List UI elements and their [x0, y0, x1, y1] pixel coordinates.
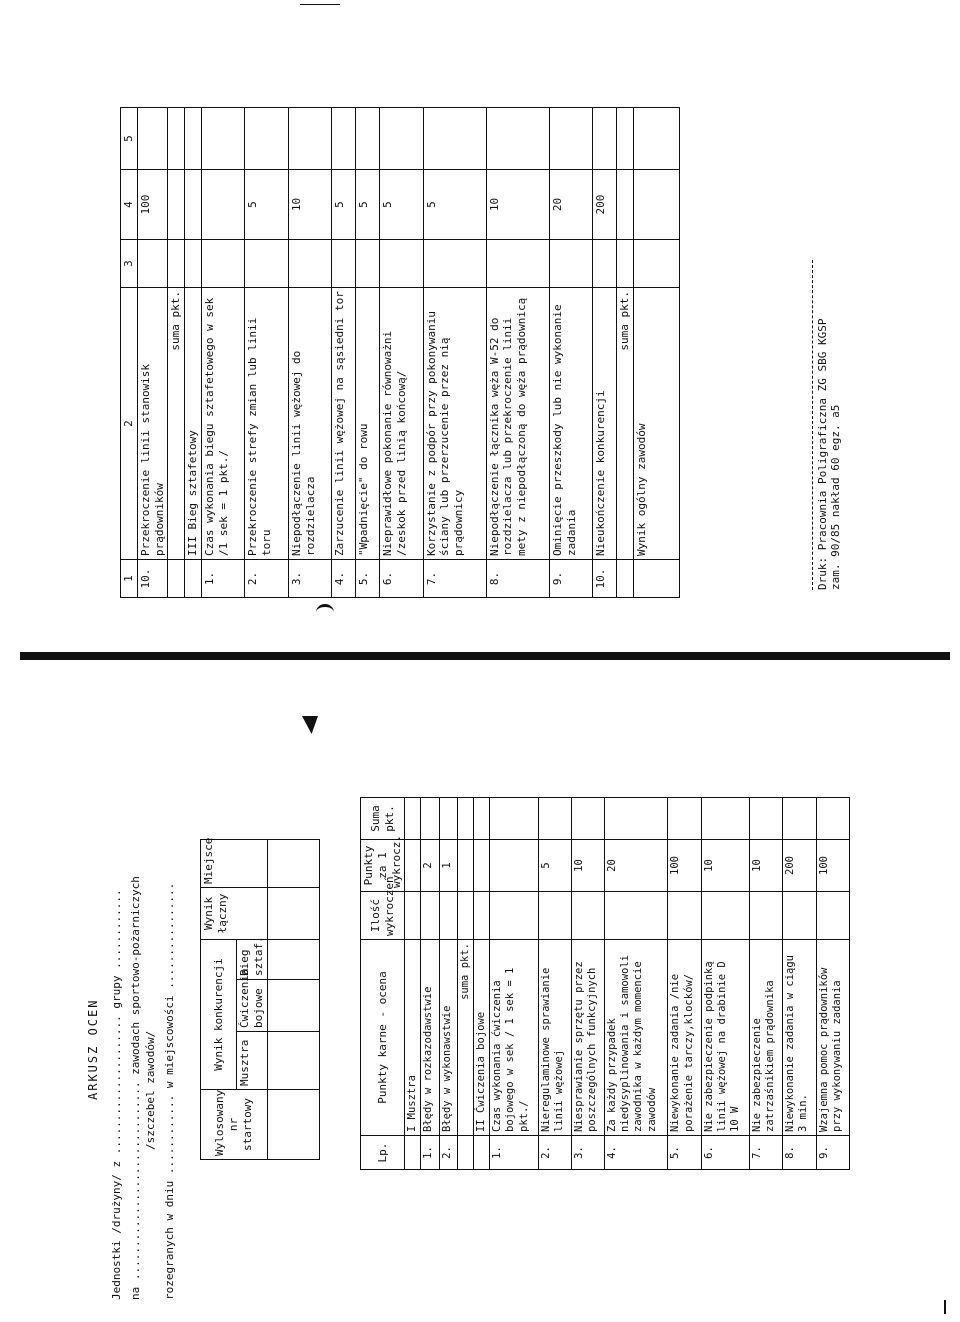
table-row-pts: 200: [593, 170, 617, 240]
table-row-lp: 5.: [356, 560, 380, 598]
table-row-pts: 20: [605, 840, 668, 892]
table-row-pts: 5: [245, 170, 289, 240]
table-row-pts: 2: [421, 840, 439, 892]
start-number-label: Wylosowany nr startowy: [201, 1090, 268, 1160]
table-row-text: Wzajemna pomoc prądowników przy wykonywaniu zadania: [816, 940, 849, 1136]
overall-result-label: Wynik ogólny zawodów: [634, 288, 680, 560]
table-row-text: Za każdy przypadek niedysyplinowania i samowoli zawodnika w każdym momencie zawodów: [605, 940, 668, 1136]
table-row-text: Błędy w wykonawstwie: [439, 940, 457, 1136]
table-row-pts: [201, 170, 245, 240]
table-row-text: Przekroczenie strefy zmian lub linii toru: [245, 288, 289, 560]
col-2: 2: [121, 288, 138, 560]
table-row-lp: 6.: [701, 1136, 749, 1170]
table-row-lp: 4.: [605, 1136, 668, 1170]
penalty-points-table: [360, 690, 850, 1170]
title-line-2: na .............................. zawodach sportowo-pożarniczych: [129, 876, 142, 1300]
table-row-lp: 1.: [421, 1136, 439, 1170]
table-row-text: Niewykonanie zadania w ciągu 3 min.: [783, 940, 816, 1136]
footer-divider: [812, 260, 813, 590]
table-row-pts: 5: [356, 170, 380, 240]
col-penalty: Punkty karne - ocena: [361, 940, 405, 1136]
table-row-lp: 7.: [749, 1136, 782, 1170]
table-row-lp: 4.: [332, 560, 356, 598]
table-row-lp: 10.: [593, 560, 617, 598]
title-line-1: Jednostki /drużyny/ z ..................... grupy ............: [110, 889, 123, 1300]
col-count: Ilość wykroczeń: [361, 892, 405, 940]
table-row-lp: 8.: [486, 560, 549, 598]
scan-speck: [944, 1300, 946, 1314]
table-row-pts: 10: [288, 170, 332, 240]
table-row-pts: 10: [571, 840, 604, 892]
row-lp: 10.: [137, 560, 168, 598]
table-row-text: Korzystanie z podpór przy pokonywaniu ściany lub przerzucenie przez nią prądownicy: [423, 288, 486, 560]
table-row-pts: 5: [332, 170, 356, 240]
table-row-pts: 10: [749, 840, 782, 892]
table-row-lp: 9.: [816, 1136, 849, 1170]
footer-line-2: zam. 90/85 nakład 60 egz. a5: [829, 404, 842, 590]
table-row-lp: 2.: [538, 1136, 571, 1170]
table-row-text: Nieprawidłowe pokonanie równoważni /zeskok przed linią końcową/: [380, 288, 424, 560]
combat-exercise-label: Ćwiczenia bojowe: [237, 980, 268, 1032]
table-row-pts: 10: [701, 840, 749, 892]
section-exercises: II Ćwiczenia bojowe: [474, 940, 490, 1136]
table-row-lp: 8.: [783, 1136, 816, 1170]
title-line-3: /szczebel zawodów/: [144, 1030, 157, 1150]
table-row-text: Niewykonanie zadania /nie porażenie tarczy,klocków/: [668, 940, 701, 1136]
total-result-label: Wynik łączny: [201, 887, 268, 939]
table-row-lp: 2.: [439, 1136, 457, 1170]
title-line-4: rozegranych w dniu ............ w miejscowości ................: [163, 882, 176, 1300]
table-row-text: Błędy w rozkazodawstwie: [421, 940, 439, 1136]
table-row-pts: 100: [816, 840, 849, 892]
table-row-pts: 1: [439, 840, 457, 892]
table-row-text: Niepodłączenie łącznika węża W-52 do rozdzielacza lub przekroczenie linii mety z niepodłączoną do węża prądownicą: [486, 288, 549, 560]
col-lp: Lp.: [361, 1136, 405, 1170]
table-row-text: Ominięcie przeszkody lub nie wykonanie zadania: [549, 288, 593, 560]
table-row-pts: 10: [486, 170, 549, 240]
document-header: [86, 680, 196, 1300]
table-row-text: Niesprawianie sprzętu przez poszczególnych funkcyjnych: [571, 940, 604, 1136]
table-row-text: Czas wykonania ćwiczenia bojowego w sek / 1 sek = 1 pkt./: [490, 940, 538, 1136]
table-row-lp: 3.: [288, 560, 332, 598]
row-text: Przekroczenie linii stanowisk prądowników: [137, 288, 168, 560]
col-5: 5: [121, 108, 138, 170]
table-row-lp: 6.: [380, 560, 424, 598]
table-row-text: Niepodłączenie linii wężowej do rozdzielacza: [288, 288, 332, 560]
binding-mark: [302, 716, 318, 734]
binding-mark: [316, 604, 334, 621]
drill-label: Musztra: [237, 1032, 268, 1090]
table-row-text: Nie zabezpieczenie podpinką linii wężowej na drabinie D 10 W: [701, 940, 749, 1136]
print-footer: [812, 260, 852, 590]
table-row-pts: 20: [549, 170, 593, 240]
table-row-pts: 100: [668, 840, 701, 892]
continuation-table: [120, 108, 680, 598]
col-4: 4: [121, 170, 138, 240]
suma-label: suma pkt.: [458, 940, 474, 1136]
table-row-lp: 9.: [549, 560, 593, 598]
table-row-text: Nieukończenie konkurencji: [593, 288, 617, 560]
table-row-lp: 1.: [490, 1136, 538, 1170]
table-row-text: Nie zabezpieczenie zatrzaśnikiem prądownika: [749, 940, 782, 1136]
fold-line: [20, 652, 950, 660]
col-sum: Suma pkt.: [361, 798, 405, 840]
table-row-pts: 5: [423, 170, 486, 240]
table-row-lp: 1.: [201, 560, 245, 598]
row-sum: 100: [137, 170, 168, 240]
document-title: ARKUSZ OCEN: [86, 998, 100, 1100]
scan-speck: [300, 4, 340, 5]
table-row-pts: 5: [538, 840, 571, 892]
table-row-pts: 5: [380, 170, 424, 240]
relay-label: Bieg sztaf.: [237, 939, 268, 979]
col-points-each: Punkty za 1 wykrocz.: [361, 840, 405, 892]
table-row-text: Zarzucenie linii wężowej na sąsiedni tor: [332, 288, 356, 560]
competition-result-label: Wynik konkurencji: [201, 939, 237, 1089]
table-row-text: "Wpadnięcie" do rowu: [356, 288, 380, 560]
suma-label-2: suma pkt.: [617, 288, 634, 560]
col-1: 1: [121, 560, 138, 598]
table-row-lp: 3.: [571, 1136, 604, 1170]
section-title: III Bieg sztafetowy: [185, 288, 202, 560]
table-row-pts: 200: [783, 840, 816, 892]
col-3: 3: [121, 240, 138, 288]
footer-line-1: Druk: Pracownia Poligraficzna ZG SBG KGSP: [816, 318, 829, 590]
suma-label: suma pkt.: [168, 288, 185, 560]
table-row-lp: 5.: [668, 1136, 701, 1170]
table-row-text: Nieregulaminowe sprawianie linii wężowej: [538, 940, 571, 1136]
table-row-lp: 7.: [423, 560, 486, 598]
table-row-lp: 2.: [245, 560, 289, 598]
section-drill: I Musztra: [405, 940, 421, 1136]
results-header-table: [200, 837, 320, 1160]
table-row-text: Czas wykonania biegu sztafetowego w sek /1 sek = 1 pkt./: [201, 288, 245, 560]
table-row-pts: [490, 840, 538, 892]
place-label: Miejsce: [201, 839, 268, 887]
